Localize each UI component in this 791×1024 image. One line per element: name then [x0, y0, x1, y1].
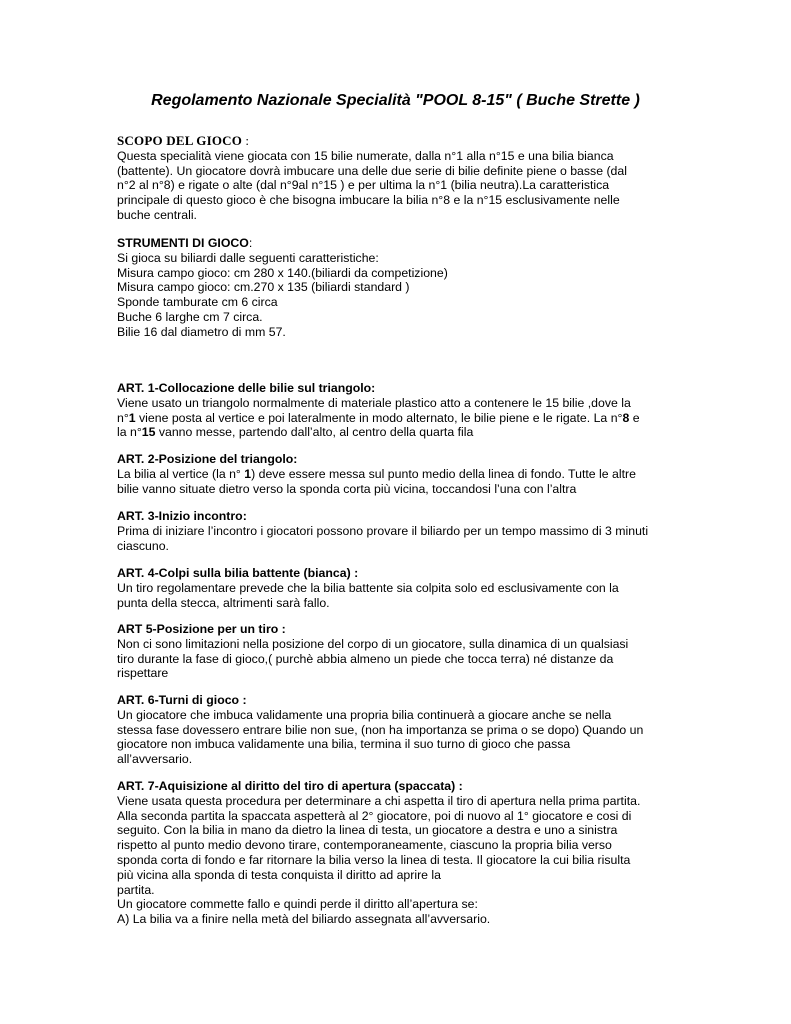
- section-art6: [117, 693, 677, 767]
- section-heading: ART. 7-Aquisizione al diritto del tiro di apertura (spaccata) :: [117, 779, 463, 793]
- section-heading: ART 5-Posizione per un tiro :: [117, 622, 286, 636]
- paragraph-line: rispetto al punto medio devono tirare, contemporaneamente, ciascuno la propria bilia verso: [117, 838, 612, 853]
- paragraph-line: Si gioca su biliardi dalle seguenti caratteristiche:: [117, 250, 379, 265]
- paragraph-line: Un giocatore che imbuca validamente una propria bilia continuerà a giocare anche se nella: [117, 707, 612, 722]
- text-run: viene posta al vertice e poi lateralmente in modo alternato, le bilie piene e le rigate. La n°: [135, 410, 623, 425]
- paragraph-line: rispettare: [117, 666, 169, 681]
- section-art3: [117, 509, 677, 553]
- paragraph-line: (battente). Un giocatore dovrà imbucare una delle due serie di bilie definite piene o basse (dal: [117, 163, 627, 178]
- section-strumenti: [117, 236, 677, 340]
- paragraph-line: giocatore non imbuca validamente una bilia, termina il suo turno di gioco che passa: [117, 737, 571, 752]
- heading-suffix: :: [248, 236, 253, 250]
- text-run-bold: 1: [244, 466, 252, 481]
- paragraph-line: Non ci sono limitazioni nella posizione del corpo di un giocatore, sulla dinamica di un qualsiasi: [117, 636, 629, 651]
- paragraph-line: punta della stecca, altrimenti sarà fallo.: [117, 595, 330, 610]
- paragraph-line: Un tiro regolamentare prevede che la bilia battente sia colpita solo ed esclusivamente con la: [117, 580, 619, 595]
- paragraph-line: [117, 425, 677, 440]
- paragraph-line: seguito. Con la bilia in mano da dietro la linea di testa, un giocatore a destra e uno a sinistra: [117, 823, 618, 838]
- document-title: Regolamento Nazionale Specialità "POOL 8-15" ( Buche Strette ): [151, 92, 640, 109]
- section-heading: ART. 1-Collocazione delle bilie sul triangolo:: [117, 381, 376, 395]
- paragraph-line: A) La bilia va a finire nella metà del biliardo assegnata all’avversario.: [117, 912, 491, 927]
- paragraph-line: principale di questo gioco è che bisogna imbucare la bilia n°8 e la n°15 esclusivamente nelle: [117, 193, 620, 208]
- heading-suffix: :: [242, 133, 249, 148]
- paragraph-line: Buche 6 larghe cm 7 circa.: [117, 309, 263, 324]
- paragraph-line: Viene usata questa procedura per determinare a chi aspetta il tiro di apertura nella prima partita.: [117, 793, 641, 808]
- text-run: e: [629, 410, 640, 425]
- section-heading: ART. 6-Turni di gioco :: [117, 693, 247, 707]
- section-heading: ART. 4-Colpi sulla bilia battente (bianca) :: [117, 566, 359, 580]
- section-art7: [117, 779, 677, 927]
- text-run: vanno messe, partendo dall’alto, al centro della quarta fila: [155, 425, 474, 440]
- paragraph-line: Misura campo gioco: cm 280 x 140.(biliardi da competizione): [117, 265, 448, 280]
- paragraph-line: [117, 467, 677, 482]
- section-art2: [117, 452, 677, 496]
- paragraph-line: Viene usato un triangolo normalmente di materiale plastico atto a contenere le 15 bilie ,dove la: [117, 395, 631, 410]
- paragraph-line: [117, 411, 677, 426]
- paragraph-line: partita.: [117, 882, 155, 897]
- text-run: la n°: [117, 425, 142, 440]
- paragraph-line: all’avversario.: [117, 752, 193, 767]
- paragraph-line: Sponde tamburate cm 6 circa: [117, 295, 278, 310]
- paragraph-line: buche centrali.: [117, 207, 197, 222]
- paragraph-line: Bilie 16 dal diametro di mm 57.: [117, 324, 286, 339]
- paragraph-line: ciascuno.: [117, 538, 169, 553]
- paragraph-line: Un giocatore commette fallo e quindi perde il diritto all’apertura se:: [117, 897, 478, 912]
- paragraph-line: bilie vanno situate dietro verso la sponda corta più vicina, toccandosi l’una con l’altra: [117, 481, 577, 496]
- paragraph-line: Misura campo gioco: cm.270 x 135 (biliardi standard ): [117, 280, 410, 295]
- paragraph-line: Prima di iniziare l’incontro i giocatori possono provare il biliardo per un tempo massimo di 3 minuti: [117, 523, 649, 538]
- section-art4: [117, 566, 677, 610]
- text-run-bold: 1: [128, 410, 136, 425]
- section-scopo: [117, 134, 677, 223]
- section-art5: [117, 622, 677, 681]
- paragraph-line: stessa fase dovessero entrare bilie non sue, (non ha importanza se prima o se dopo) Quando un: [117, 722, 644, 737]
- text-run-bold: 15: [141, 425, 156, 440]
- heading-text: STRUMENTI DI GIOCO: [117, 236, 249, 250]
- paragraph-line: tiro durante la fase di gioco,( purchè abbia almeno un piede che tocca terra) né distanze da: [117, 651, 614, 666]
- section-heading: ART. 2-Posizione del triangolo:: [117, 452, 298, 466]
- text-run-bold: 8: [622, 410, 630, 425]
- paragraph-line: sponda corta di fondo e far ritornare la bilia verso la linea di testa. Il giocatore la cui bilia risulta: [117, 852, 631, 867]
- heading-text: SCOPO DEL GIOCO: [117, 133, 243, 148]
- section-art1: [117, 381, 677, 440]
- text-run: n°: [117, 410, 129, 425]
- text-run: La bilia al vertice (la n°: [117, 466, 245, 481]
- paragraph-line: Questa specialità viene giocata con 15 bilie numerate, dalla n°1 alla n°15 e una bilia bianca: [117, 148, 614, 163]
- section-heading: [117, 134, 677, 149]
- section-heading: ART. 3-Inizio incontro:: [117, 509, 247, 523]
- paragraph-line: n°2 al n°8) e rigate o alte (dal n°9al n°15 ) e per ultima la n°1 (bilia neutra).La caratteristica: [117, 178, 610, 193]
- section-heading: [117, 236, 677, 251]
- text-run: ) deve essere messa sul punto medio della linea di fondo. Tutte le altre: [251, 466, 636, 481]
- paragraph-line: più vicina alla sponda di testa conquista il diritto ad aprire la: [117, 867, 442, 882]
- paragraph-line: Alla seconda partita la spaccata aspetterà al 2° giocatore, poi di nuovo al 1° giocatore e cosi di: [117, 808, 632, 823]
